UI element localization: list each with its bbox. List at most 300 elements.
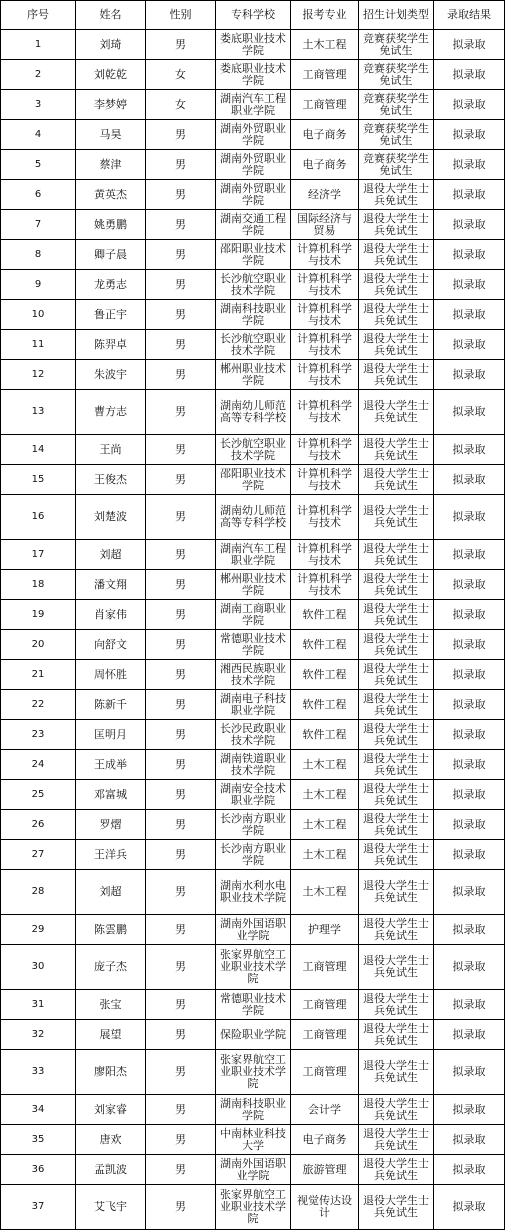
cell-plan: 退役大学生士兵免试生 [359, 240, 434, 270]
cell-major: 电子商务 [291, 150, 359, 180]
cell-gender: 男 [146, 390, 216, 435]
table-row [1, 90, 505, 120]
cell-major: 工商管理 [291, 945, 359, 990]
cell-major: 经济学 [291, 180, 359, 210]
cell-major: 土木工程 [291, 30, 359, 60]
cell-no: 24 [1, 750, 76, 780]
cell-result: 拟录取 [434, 390, 505, 435]
cell-major: 工商管理 [291, 1020, 359, 1050]
cell-name: 孟凯波 [76, 1155, 146, 1185]
cell-result: 拟录取 [434, 360, 505, 390]
table-row [1, 180, 505, 210]
table-row [1, 780, 505, 810]
cell-major: 土木工程 [291, 750, 359, 780]
header-gender: 性别 [146, 1, 216, 30]
cell-major: 视觉传达设计 [291, 1185, 359, 1230]
cell-name: 曹方志 [76, 390, 146, 435]
cell-no: 35 [1, 1125, 76, 1155]
cell-school: 湖南外贸职业学院 [216, 150, 291, 180]
cell-gender: 男 [146, 750, 216, 780]
header-result: 录取结果 [434, 1, 505, 30]
cell-result: 拟录取 [434, 150, 505, 180]
cell-name: 王尚 [76, 435, 146, 465]
cell-gender: 男 [146, 570, 216, 600]
header-major: 报考专业 [291, 1, 359, 30]
header-school: 专科学校 [216, 1, 291, 30]
cell-school: 湖南科技职业学院 [216, 1095, 291, 1125]
cell-result: 拟录取 [434, 1020, 505, 1050]
cell-no: 36 [1, 1155, 76, 1185]
header-name: 姓名 [76, 1, 146, 30]
table-row [1, 300, 505, 330]
cell-gender: 男 [146, 915, 216, 945]
cell-no: 7 [1, 210, 76, 240]
cell-no: 15 [1, 465, 76, 495]
cell-name: 潘文翔 [76, 570, 146, 600]
cell-result: 拟录取 [434, 915, 505, 945]
cell-name: 肖家伟 [76, 600, 146, 630]
cell-gender: 男 [146, 150, 216, 180]
cell-result: 拟录取 [434, 1155, 505, 1185]
cell-name: 王洋兵 [76, 840, 146, 870]
cell-name: 庞子杰 [76, 945, 146, 990]
cell-result: 拟录取 [434, 30, 505, 60]
cell-no: 8 [1, 240, 76, 270]
cell-gender: 男 [146, 840, 216, 870]
cell-name: 罗熠 [76, 810, 146, 840]
cell-school: 长沙航空职业技术学院 [216, 270, 291, 300]
cell-no: 18 [1, 570, 76, 600]
table-row [1, 810, 505, 840]
cell-gender: 女 [146, 90, 216, 120]
cell-major: 计算机科学与技术 [291, 570, 359, 600]
cell-plan: 退役大学生士兵免试生 [359, 1125, 434, 1155]
cell-gender: 男 [146, 1125, 216, 1155]
cell-no: 1 [1, 30, 76, 60]
cell-result: 拟录取 [434, 720, 505, 750]
cell-school: 邵阳职业技术学院 [216, 465, 291, 495]
cell-result: 拟录取 [434, 240, 505, 270]
cell-plan: 退役大学生士兵免试生 [359, 435, 434, 465]
cell-plan: 竞赛获奖学生免试生 [359, 60, 434, 90]
cell-school: 长沙民政职业技术学院 [216, 720, 291, 750]
cell-no: 31 [1, 990, 76, 1020]
cell-major: 土木工程 [291, 840, 359, 870]
table-body [1, 30, 505, 1230]
table-row [1, 495, 505, 540]
cell-no: 28 [1, 870, 76, 915]
table-row [1, 945, 505, 990]
cell-major: 计算机科学与技术 [291, 540, 359, 570]
cell-school: 湖南汽车工程职业学院 [216, 540, 291, 570]
cell-name: 李梦婷 [76, 90, 146, 120]
cell-school: 郴州职业技术学院 [216, 360, 291, 390]
cell-gender: 男 [146, 495, 216, 540]
header-plan: 招生计划类型 [359, 1, 434, 30]
cell-name: 向舒文 [76, 630, 146, 660]
cell-plan: 退役大学生士兵免试生 [359, 840, 434, 870]
cell-no: 33 [1, 1050, 76, 1095]
cell-result: 拟录取 [434, 810, 505, 840]
cell-major: 国际经济与贸易 [291, 210, 359, 240]
cell-major: 土木工程 [291, 870, 359, 915]
cell-name: 邓富城 [76, 780, 146, 810]
table-header [1, 1, 505, 30]
cell-name: 卿子晨 [76, 240, 146, 270]
cell-school: 邵阳职业技术学院 [216, 240, 291, 270]
cell-no: 14 [1, 435, 76, 465]
table-row [1, 990, 505, 1020]
cell-gender: 男 [146, 120, 216, 150]
cell-no: 21 [1, 660, 76, 690]
cell-major: 旅游管理 [291, 1155, 359, 1185]
cell-result: 拟录取 [434, 1050, 505, 1095]
cell-plan: 退役大学生士兵免试生 [359, 360, 434, 390]
cell-major: 软件工程 [291, 630, 359, 660]
cell-plan: 退役大学生士兵免试生 [359, 690, 434, 720]
cell-school: 湖南电子科技职业学院 [216, 690, 291, 720]
cell-plan: 退役大学生士兵免试生 [359, 570, 434, 600]
cell-school: 长沙南方职业学院 [216, 840, 291, 870]
cell-no: 23 [1, 720, 76, 750]
table-row [1, 840, 505, 870]
cell-school: 常德职业技术学院 [216, 990, 291, 1020]
table-row [1, 150, 505, 180]
cell-gender: 男 [146, 810, 216, 840]
cell-no: 25 [1, 780, 76, 810]
cell-gender: 男 [146, 660, 216, 690]
cell-plan: 退役大学生士兵免试生 [359, 1095, 434, 1125]
cell-gender: 男 [146, 780, 216, 810]
cell-result: 拟录取 [434, 495, 505, 540]
cell-major: 计算机科学与技术 [291, 390, 359, 435]
cell-gender: 男 [146, 465, 216, 495]
cell-major: 工商管理 [291, 90, 359, 120]
cell-major: 计算机科学与技术 [291, 330, 359, 360]
cell-gender: 男 [146, 630, 216, 660]
cell-gender: 男 [146, 300, 216, 330]
table-row [1, 720, 505, 750]
cell-plan: 退役大学生士兵免试生 [359, 330, 434, 360]
cell-plan: 退役大学生士兵免试生 [359, 540, 434, 570]
cell-school: 湖南外国语职业学院 [216, 915, 291, 945]
cell-result: 拟录取 [434, 660, 505, 690]
cell-school: 张家界航空工业职业技术学院 [216, 945, 291, 990]
table-row [1, 60, 505, 90]
cell-result: 拟录取 [434, 1095, 505, 1125]
cell-plan: 退役大学生士兵免试生 [359, 720, 434, 750]
cell-plan: 退役大学生士兵免试生 [359, 945, 434, 990]
cell-no: 5 [1, 150, 76, 180]
cell-major: 护理学 [291, 915, 359, 945]
table-row [1, 1155, 505, 1185]
cell-result: 拟录取 [434, 435, 505, 465]
cell-result: 拟录取 [434, 180, 505, 210]
table-row [1, 915, 505, 945]
cell-no: 30 [1, 945, 76, 990]
cell-gender: 男 [146, 330, 216, 360]
cell-school: 长沙航空职业技术学院 [216, 330, 291, 360]
cell-no: 3 [1, 90, 76, 120]
cell-gender: 男 [146, 360, 216, 390]
cell-result: 拟录取 [434, 270, 505, 300]
cell-plan: 退役大学生士兵免试生 [359, 180, 434, 210]
cell-no: 27 [1, 840, 76, 870]
cell-school: 长沙航空职业技术学院 [216, 435, 291, 465]
cell-school: 张家界航空工业职业技术学院 [216, 1050, 291, 1095]
cell-school: 湖南安全技术职业学院 [216, 780, 291, 810]
table-row [1, 120, 505, 150]
table-row [1, 870, 505, 915]
cell-result: 拟录取 [434, 300, 505, 330]
cell-result: 拟录取 [434, 840, 505, 870]
cell-result: 拟录取 [434, 210, 505, 240]
table-row [1, 1050, 505, 1095]
cell-no: 12 [1, 360, 76, 390]
cell-school: 湖南外国语职业学院 [216, 1155, 291, 1185]
cell-school: 湖南交通工程学院 [216, 210, 291, 240]
cell-name: 刘超 [76, 870, 146, 915]
cell-plan: 竞赛获奖学生免试生 [359, 120, 434, 150]
cell-major: 计算机科学与技术 [291, 300, 359, 330]
cell-gender: 男 [146, 1095, 216, 1125]
cell-name: 刘楚波 [76, 495, 146, 540]
cell-name: 廖阳杰 [76, 1050, 146, 1095]
cell-gender: 男 [146, 690, 216, 720]
cell-name: 展望 [76, 1020, 146, 1050]
cell-result: 拟录取 [434, 540, 505, 570]
table-row [1, 465, 505, 495]
cell-school: 娄底职业技术学院 [216, 60, 291, 90]
cell-gender: 男 [146, 240, 216, 270]
cell-major: 计算机科学与技术 [291, 360, 359, 390]
cell-no: 10 [1, 300, 76, 330]
cell-plan: 退役大学生士兵免试生 [359, 300, 434, 330]
cell-no: 29 [1, 915, 76, 945]
cell-gender: 男 [146, 600, 216, 630]
table-row [1, 210, 505, 240]
cell-name: 王成举 [76, 750, 146, 780]
cell-result: 拟录取 [434, 630, 505, 660]
cell-school: 娄底职业技术学院 [216, 30, 291, 60]
table-row [1, 1185, 505, 1230]
cell-school: 郴州职业技术学院 [216, 570, 291, 600]
cell-name: 刘乾乾 [76, 60, 146, 90]
cell-result: 拟录取 [434, 990, 505, 1020]
cell-name: 姚勇鹏 [76, 210, 146, 240]
cell-name: 黄英杰 [76, 180, 146, 210]
cell-school: 中南林业科技大学 [216, 1125, 291, 1155]
cell-major: 软件工程 [291, 600, 359, 630]
cell-plan: 退役大学生士兵免试生 [359, 990, 434, 1020]
cell-no: 16 [1, 495, 76, 540]
cell-name: 周怀胜 [76, 660, 146, 690]
cell-no: 37 [1, 1185, 76, 1230]
cell-name: 蔡津 [76, 150, 146, 180]
cell-major: 会计学 [291, 1095, 359, 1125]
cell-school: 湖南汽车工程职业学院 [216, 90, 291, 120]
cell-plan: 竞赛获奖学生免试生 [359, 150, 434, 180]
cell-name: 刘家睿 [76, 1095, 146, 1125]
cell-gender: 男 [146, 720, 216, 750]
cell-plan: 退役大学生士兵免试生 [359, 495, 434, 540]
cell-gender: 男 [146, 1155, 216, 1185]
cell-school: 湖南工商职业学院 [216, 600, 291, 630]
table-row [1, 390, 505, 435]
cell-gender: 男 [146, 945, 216, 990]
cell-major: 计算机科学与技术 [291, 495, 359, 540]
cell-name: 刘琦 [76, 30, 146, 60]
table-row [1, 690, 505, 720]
table-row [1, 570, 505, 600]
cell-gender: 男 [146, 210, 216, 240]
cell-major: 计算机科学与技术 [291, 270, 359, 300]
cell-result: 拟录取 [434, 120, 505, 150]
table-row [1, 1125, 505, 1155]
cell-plan: 退役大学生士兵免试生 [359, 270, 434, 300]
cell-major: 计算机科学与技术 [291, 465, 359, 495]
cell-no: 32 [1, 1020, 76, 1050]
cell-gender: 男 [146, 1185, 216, 1230]
cell-plan: 退役大学生士兵免试生 [359, 870, 434, 915]
cell-plan: 退役大学生士兵免试生 [359, 1155, 434, 1185]
cell-name: 艾飞宇 [76, 1185, 146, 1230]
table-row [1, 270, 505, 300]
cell-result: 拟录取 [434, 600, 505, 630]
cell-plan: 竞赛获奖学生免试生 [359, 90, 434, 120]
cell-result: 拟录取 [434, 870, 505, 915]
table-row [1, 240, 505, 270]
cell-no: 34 [1, 1095, 76, 1125]
cell-gender: 男 [146, 180, 216, 210]
cell-major: 电子商务 [291, 1125, 359, 1155]
table-row [1, 630, 505, 660]
cell-gender: 男 [146, 1050, 216, 1095]
table-row [1, 750, 505, 780]
cell-plan: 退役大学生士兵免试生 [359, 1050, 434, 1095]
cell-name: 陈羿卓 [76, 330, 146, 360]
table-row [1, 30, 505, 60]
header-row [1, 1, 505, 30]
table-row [1, 660, 505, 690]
cell-major: 工商管理 [291, 990, 359, 1020]
table-row [1, 360, 505, 390]
table-row [1, 435, 505, 465]
cell-school: 湖南幼儿师范高等专科学校 [216, 390, 291, 435]
cell-plan: 退役大学生士兵免试生 [359, 210, 434, 240]
cell-no: 4 [1, 120, 76, 150]
cell-plan: 退役大学生士兵免试生 [359, 630, 434, 660]
cell-result: 拟录取 [434, 330, 505, 360]
cell-result: 拟录取 [434, 945, 505, 990]
cell-no: 6 [1, 180, 76, 210]
cell-result: 拟录取 [434, 1185, 505, 1230]
cell-result: 拟录取 [434, 570, 505, 600]
cell-name: 张宝 [76, 990, 146, 1020]
cell-name: 马昊 [76, 120, 146, 150]
cell-gender: 男 [146, 30, 216, 60]
cell-no: 26 [1, 810, 76, 840]
cell-no: 17 [1, 540, 76, 570]
cell-plan: 退役大学生士兵免试生 [359, 390, 434, 435]
cell-result: 拟录取 [434, 690, 505, 720]
cell-gender: 女 [146, 60, 216, 90]
cell-school: 湘西民族职业技术学院 [216, 660, 291, 690]
cell-result: 拟录取 [434, 1125, 505, 1155]
cell-major: 工商管理 [291, 1050, 359, 1095]
cell-gender: 男 [146, 1020, 216, 1050]
cell-result: 拟录取 [434, 780, 505, 810]
cell-major: 软件工程 [291, 690, 359, 720]
cell-major: 土木工程 [291, 810, 359, 840]
cell-major: 计算机科学与技术 [291, 435, 359, 465]
cell-major: 计算机科学与技术 [291, 240, 359, 270]
cell-result: 拟录取 [434, 60, 505, 90]
cell-school: 湖南外贸职业学院 [216, 120, 291, 150]
cell-result: 拟录取 [434, 465, 505, 495]
cell-no: 22 [1, 690, 76, 720]
cell-name: 鲁正宇 [76, 300, 146, 330]
cell-major: 工商管理 [291, 60, 359, 90]
cell-gender: 男 [146, 990, 216, 1020]
cell-name: 匡明月 [76, 720, 146, 750]
cell-no: 13 [1, 390, 76, 435]
cell-name: 陈雲鹏 [76, 915, 146, 945]
cell-result: 拟录取 [434, 750, 505, 780]
cell-school: 张家界航空工业职业技术学院 [216, 1185, 291, 1230]
cell-name: 朱波宇 [76, 360, 146, 390]
cell-name: 王俊杰 [76, 465, 146, 495]
cell-result: 拟录取 [434, 90, 505, 120]
table-row [1, 600, 505, 630]
cell-no: 11 [1, 330, 76, 360]
cell-name: 陈新千 [76, 690, 146, 720]
cell-plan: 退役大学生士兵免试生 [359, 465, 434, 495]
header-no: 序号 [1, 1, 76, 30]
cell-plan: 退役大学生士兵免试生 [359, 600, 434, 630]
cell-no: 20 [1, 630, 76, 660]
cell-gender: 男 [146, 435, 216, 465]
cell-major: 软件工程 [291, 660, 359, 690]
table-row [1, 540, 505, 570]
cell-no: 9 [1, 270, 76, 300]
cell-plan: 退役大学生士兵免试生 [359, 810, 434, 840]
cell-school: 湖南水利水电职业技术学院 [216, 870, 291, 915]
cell-major: 电子商务 [291, 120, 359, 150]
cell-name: 刘超 [76, 540, 146, 570]
cell-school: 湖南外贸职业学院 [216, 180, 291, 210]
cell-plan: 退役大学生士兵免试生 [359, 1020, 434, 1050]
cell-school: 湖南幼儿师范高等专科学校 [216, 495, 291, 540]
cell-no: 2 [1, 60, 76, 90]
cell-plan: 退役大学生士兵免试生 [359, 750, 434, 780]
cell-plan: 退役大学生士兵免试生 [359, 780, 434, 810]
cell-school: 湖南科技职业学院 [216, 300, 291, 330]
cell-name: 龙勇志 [76, 270, 146, 300]
cell-no: 19 [1, 600, 76, 630]
cell-plan: 退役大学生士兵免试生 [359, 1185, 434, 1230]
cell-school: 长沙南方职业学院 [216, 810, 291, 840]
cell-gender: 男 [146, 870, 216, 915]
cell-plan: 退役大学生士兵免试生 [359, 915, 434, 945]
cell-major: 土木工程 [291, 780, 359, 810]
cell-school: 湖南铁道职业技术学院 [216, 750, 291, 780]
table-row [1, 1020, 505, 1050]
cell-name: 唐欢 [76, 1125, 146, 1155]
cell-gender: 男 [146, 270, 216, 300]
cell-school: 保险职业学院 [216, 1020, 291, 1050]
cell-major: 软件工程 [291, 720, 359, 750]
